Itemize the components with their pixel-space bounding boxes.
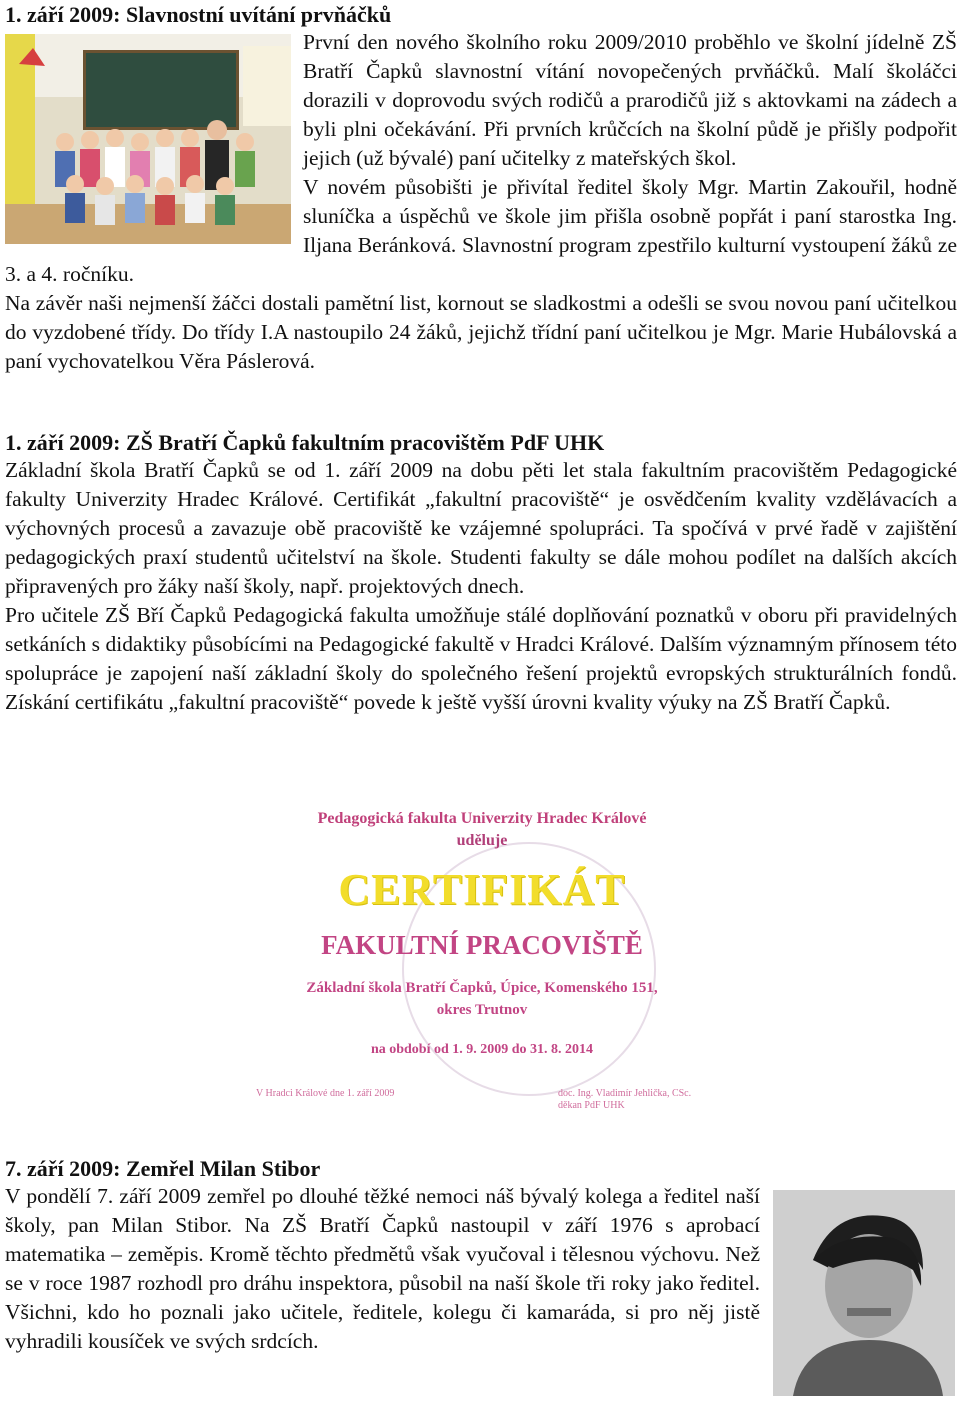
- portrait-photo: [773, 1190, 955, 1396]
- section-heading: 7. září 2009: Zemřel Milan Stibor: [5, 1156, 321, 1181]
- section-heading: 1. září 2009: ZŠ Bratří Čapků fakultním pracovištěm PdF UHK: [5, 430, 605, 455]
- certificate-period: na období od 1. 9. 2009 do 31. 8. 2014: [370, 1042, 594, 1057]
- children-group: [5, 34, 291, 244]
- section-heading: 1. září 2009: Slavnostní uvítání prvňáčků: [5, 2, 392, 27]
- welcome-paragraph-2: V novém působišti je přivítal ředitel školy Mgr. Martin Zakouřil, hodně sluníčka a úspěchů ve škole jim přišla osobně popřát i paní starostka Ing. Iljana Beránková. Slavnostní program zpestřilo kulturní vystoupení žáků ze 3. a 4. ročníku.: [5, 175, 957, 286]
- obituary-paragraph: V pondělí 7. září 2009 zemřel po dlouhé těžké nemoci náš bývalý kolega a ředitel naší školy, pan Milan Stibor. Na ZŠ Bratří Čapků nastoupil v září 1976 s aprobací matematika – zeměpis. Kromě těchto předmětů však vyučoval i tělesnou výchovu. Než se v roce 1987 rozhodl pro dráhu inspektora, působil na naší škole tři roky jako ředitel. Všichni, kdo ho poznali jako učitele, ředitele, kolegu či kamaráda, si pro něj jistě vyhradili kousíček ve svých srdcích.: [5, 1184, 760, 1353]
- faculty-paragraph-2: Pro učitele ZŠ Bří Čapků Pedagogická fakulta umožňuje stálé doplňování poznatků v oboru při pravidelných setkáních s didaktiky působícími na Pedagogické fakultě v Hradci Králové. Dalším významným přínosem této spolupráce je zapojení naší základní školy do společného řešení projektů evropských strukturálních fondů. Získání certifikátu „fakultní pracoviště“ povede k ještě vyšší úrovni kvality výuky na ZŠ Bratří Čapků.: [5, 603, 957, 714]
- class-photo: [5, 34, 291, 244]
- portrait-figure: [773, 1190, 955, 1396]
- certificate-title: CERTIFIKÁT: [338, 865, 626, 914]
- certificate-place-date: V Hradci Králové dne 1. září 2009: [256, 1088, 395, 1099]
- certificate-district: okres Trutnov: [436, 1002, 528, 1018]
- certificate-school: Základní škola Bratří Čapků, Úpice, Komenského 151,: [306, 980, 658, 996]
- certificate-image: [252, 802, 712, 1111]
- certificate-grants: uděluje: [456, 832, 508, 849]
- certificate-signer-role: děkan PdF UHK: [558, 1100, 625, 1111]
- welcome-paragraph-1: První den nového školního roku 2009/2010 proběhlo ve školní jídelně ZŠ Bratří Čapků slavnostní vítání novopečených prvňáčků. Malí školáčci dorazili v doprovodu svých rodičů a prarodičů již s aktovkami na zádech a byli plni očekávání. Při prvních krůčcích na školní půdě je přišly podpořit jejich (už bývalé) paní učitelky z mateřských škol.: [303, 30, 957, 170]
- certificate-signer: doc. Ing. Vladimír Jehlička, CSc.: [558, 1088, 692, 1099]
- certificate-subtitle: FAKULTNÍ PRACOVIŠTĚ: [321, 930, 643, 960]
- section-welcome: [5, 2, 957, 376]
- certificate-issuer: Pedagogická fakulta Univerzity Hradec Králové: [317, 810, 647, 827]
- welcome-paragraph-3: Na závěr naši nejmenší žáčci dostali pamětní list, kornout se sladkostmi a odešli se svou novou paní učitelkou do vyzdobené třídy. Do třídy I.A nastoupilo 24 žáků, jejichž třídní paní učitelkou je Mgr. Marie Hubálovská a paní vychovatelkou Věra Páslerová.: [5, 291, 957, 373]
- faculty-paragraph-1: Základní škola Bratří Čapků se od 1. září 2009 na dobu pěti let stala fakultním pracovištěm Pedagogické fakulty Univerzity Hradec Králové. Certifikát „fakultní pracoviště“ je osvědčením kvality vzdělávacích a výchovných procesů a zavazuje obě pracoviště ke vzájemné spolupráci. Ta spočívá v prvé řadě v zajištění pedagogických praxí studentů učitelství na škole. Studenti fakulty se dále mohou podílet na dalších akcích připravených pro žáky naší školy, např. projektových dnech.: [5, 458, 957, 598]
- section-faculty: [5, 430, 957, 717]
